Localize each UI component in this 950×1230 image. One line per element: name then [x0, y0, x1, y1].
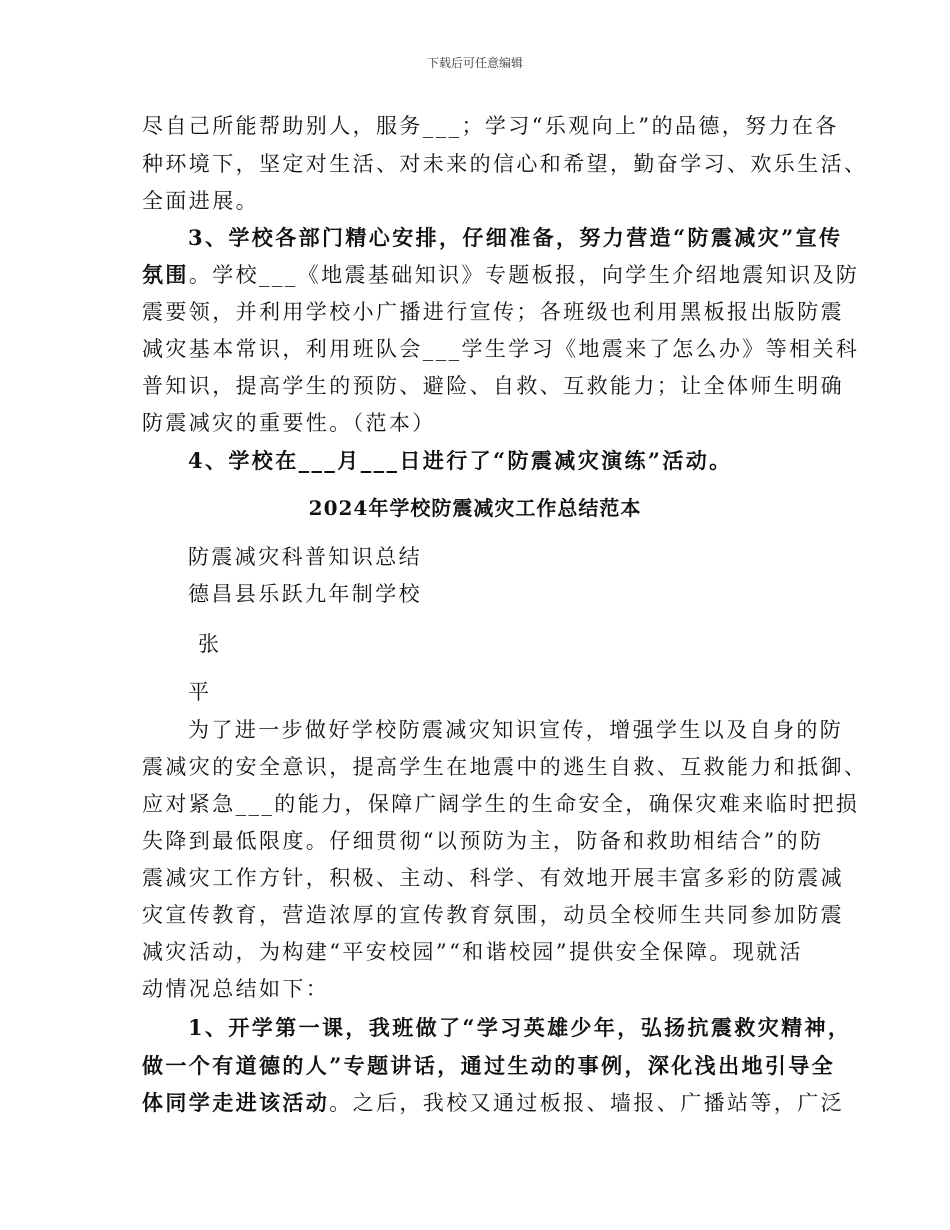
paragraph-line: 全面进展。 — [142, 189, 259, 213]
paragraph-line: 动情况总结如下： — [142, 977, 330, 1001]
item-3-line — [142, 261, 859, 289]
item-1-heading-end: 体同学走进该活动 — [142, 1090, 330, 1115]
paragraph-line: 震减灾工作方针，积极、主动、科学、有效地开展丰富多彩的防震减 — [142, 866, 844, 890]
paragraph-line: 应对紧急___的能力，保障广阔学生的生命安全，确保灾难来临时把损 — [142, 792, 860, 816]
school-name: 德昌县乐跃九年制学校 — [188, 582, 422, 606]
item-1-heading: 做一个有道德的人”专题讲话，通过生动的事例，深化浅出地引导全 — [142, 1053, 836, 1078]
item-3-heading-end: 氛围 — [142, 262, 189, 287]
paragraph-line: 防震减灾的重要性。（范本） — [142, 411, 436, 435]
paragraph-line: 普知识，提高学生的预防、避险、自救、互救能力；让全体师生明确 — [142, 374, 844, 398]
author-name-part: 平 — [188, 680, 212, 704]
author-name-part: 张 — [198, 632, 222, 656]
item-1-heading: 1、开学第一课，我班做了“学习英雄少年，弘扬抗震救灾精神， — [188, 1015, 852, 1040]
paragraph-line: 减灾活动，为构建“平安校园”“和谐校园”提供安全保障。现就活 — [142, 940, 803, 964]
paragraph-line: 灾宣传教育，营造浓厚的宣传教育氛围，动员全校师生共同参加防震 — [142, 903, 844, 927]
item-1-text: 。之后，我校又通过板报、墙报、广播站等，广泛 — [329, 1091, 845, 1115]
paragraph-line: 震减灾的安全意识，提高学生在地震中的逃生自救、互救能力和抵御、 — [142, 755, 868, 779]
page-header: 下载后可任意编辑 — [426, 56, 523, 70]
item-4-heading: 4、学校在___月___日进行了“防震减灾演练”活动。 — [188, 448, 733, 473]
item-3-text: 。学校___《地震基础知识》专题板报，向学生介绍地震知识及防 — [188, 263, 860, 287]
item-1-line — [142, 1089, 844, 1117]
item-3-heading: 3、学校各部门精心安排，仔细准备，努力营造“防震减灾”宣传 — [188, 225, 843, 250]
paragraph-line: 震要领，并利用学校小广播进行宣传；各班级也利用黑板报出版防震 — [142, 300, 844, 324]
paragraph-line: 种环境下，坚定对生活、对未来的信心和希望，勤奋学习、欢乐生活、 — [142, 152, 868, 176]
paragraph-line: 减灾基本常识，利用班队会___学生学习《地震来了怎么办》等相关科 — [142, 337, 860, 361]
subtitle: 防震减灾科普知识总结 — [188, 545, 422, 569]
paragraph-line: 失降到最低限度。仔细贯彻“以预防为主，防备和救助相结合”的防 — [142, 829, 824, 853]
paragraph-line: 尽自己所能帮助别人，服务___；学习“乐观向上”的品德，努力在各 — [142, 114, 839, 138]
document-title: 2024年学校防震减灾工作总结范本 — [308, 496, 642, 520]
paragraph-line: 为了进一步做好学校防震减灾知识宣传，增强学生以及自身的防 — [188, 718, 844, 742]
